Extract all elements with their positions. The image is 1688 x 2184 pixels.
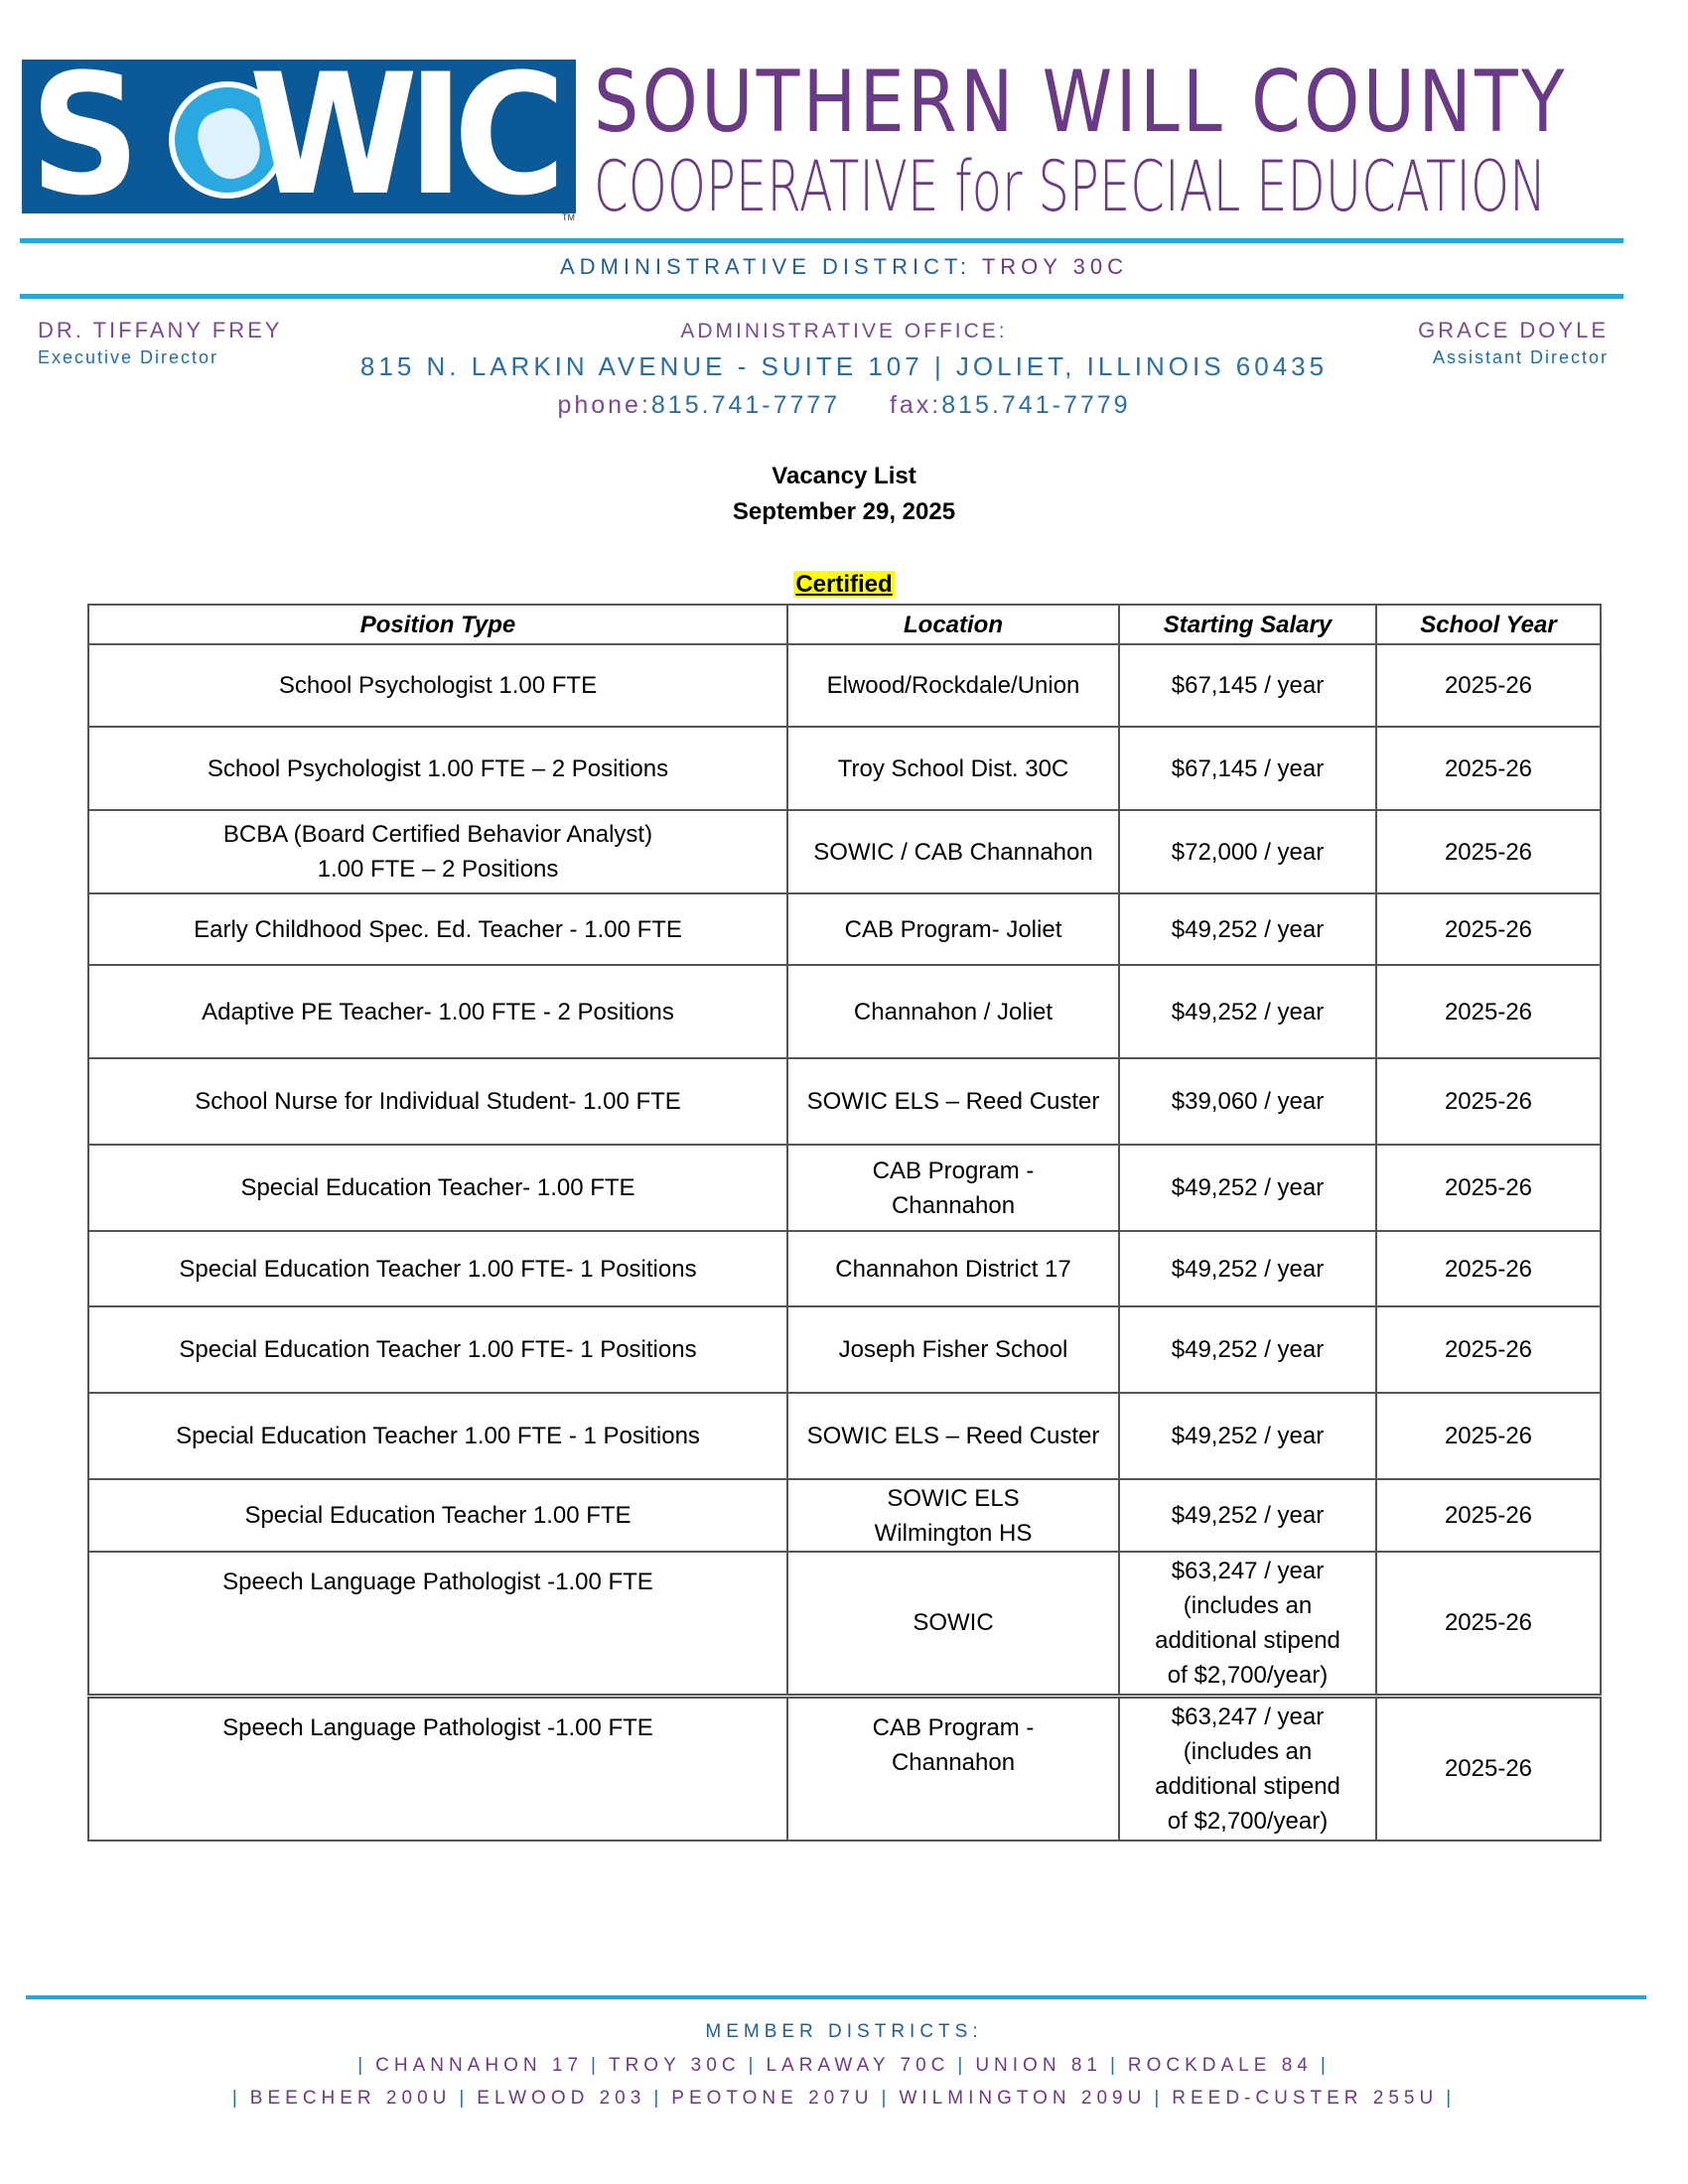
cell-school-year: 2025-26 bbox=[1376, 810, 1601, 893]
cell-school-year: 2025-26 bbox=[1376, 1145, 1601, 1231]
assistant-director-name: GRACE DOYLE bbox=[1418, 318, 1609, 342]
cell-position: Special Education Teacher 1.00 FTE bbox=[88, 1479, 787, 1552]
cell-position: School Psychologist 1.00 FTE – 2 Positions bbox=[88, 727, 787, 810]
phone-number: 815.741-7777 bbox=[650, 391, 841, 419]
cell-position: BCBA (Board Certified Behavior Analyst) 1.00 FTE – 2 Positions bbox=[88, 810, 787, 893]
office-label: ADMINISTRATIVE OFFICE: bbox=[680, 320, 1008, 342]
executive-director-name: DR. TIFFANY FREY bbox=[38, 318, 283, 342]
cell-location: SOWIC ELS – Reed Custer bbox=[787, 1058, 1119, 1145]
cell-location: CAB Program - Channahon bbox=[787, 1145, 1119, 1231]
header-starting-salary: Starting Salary bbox=[1119, 605, 1376, 644]
cell-salary: $63,247 / year (includes an additional stipend of $2,700/year) bbox=[1119, 1696, 1376, 1841]
admin-district-label: ADMINISTRATIVE DISTRICT: bbox=[559, 254, 972, 279]
cell-school-year: 2025-26 bbox=[1376, 644, 1601, 727]
cell-salary: $49,252 / year bbox=[1119, 893, 1376, 965]
cell-salary: $49,252 / year bbox=[1119, 1479, 1376, 1552]
cell-position: Special Education Teacher 1.00 FTE - 1 Positions bbox=[88, 1393, 787, 1479]
cell-position: Adaptive PE Teacher- 1.00 FTE - 2 Positions bbox=[88, 965, 787, 1058]
fax-label: fax: bbox=[889, 391, 942, 419]
table-row bbox=[88, 1306, 1601, 1393]
document-title: Vacancy List bbox=[772, 463, 916, 489]
header-rule-bottom bbox=[20, 294, 1623, 299]
table-row bbox=[88, 1552, 1601, 1696]
table-row bbox=[88, 1393, 1601, 1479]
cell-school-year: 2025-26 bbox=[1376, 893, 1601, 965]
table-row bbox=[88, 1231, 1601, 1306]
cell-location: Channahon / Joliet bbox=[787, 965, 1119, 1058]
office-address: 815 N. LARKIN AVENUE - SUITE 107 | JOLIET, ILLINOIS 60435 bbox=[359, 351, 1329, 381]
cell-salary: $49,252 / year bbox=[1119, 1145, 1376, 1231]
fax-number: 815.741-7779 bbox=[941, 391, 1131, 419]
table-row bbox=[88, 965, 1601, 1058]
vacancy-table bbox=[87, 604, 1602, 1842]
cell-school-year: 2025-26 bbox=[1376, 1231, 1601, 1306]
member-district: ROCKDALE 84 bbox=[1127, 2055, 1313, 2076]
cell-position: Early Childhood Spec. Ed. Teacher - 1.00 FTE bbox=[88, 893, 787, 965]
logo-text: S WIC bbox=[30, 60, 555, 213]
member-district: PEOTONE 207U bbox=[671, 2088, 874, 2109]
separator: | bbox=[231, 2088, 242, 2109]
cell-school-year: 2025-26 bbox=[1376, 1552, 1601, 1696]
cell-location: SOWIC bbox=[787, 1552, 1119, 1696]
table-row bbox=[88, 1479, 1601, 1552]
member-district: WILMINGTON 209U bbox=[899, 2088, 1147, 2109]
cell-location: SOWIC ELS Wilmington HS bbox=[787, 1479, 1119, 1552]
separator: | bbox=[357, 2055, 368, 2076]
section-label: Certified bbox=[795, 571, 893, 598]
member-district: BEECHER 200U bbox=[249, 2088, 452, 2109]
document-date: September 29, 2025 bbox=[732, 498, 956, 525]
separator: | bbox=[957, 2055, 968, 2076]
org-name-line2: COOPERATIVE for SPECIAL EDUCATION bbox=[594, 146, 1547, 227]
table-row bbox=[88, 1145, 1601, 1231]
separator: | bbox=[459, 2088, 470, 2109]
table-row bbox=[88, 1696, 1601, 1841]
member-districts-row-1 bbox=[0, 2055, 1688, 2077]
cell-salary: $72,000 / year bbox=[1119, 810, 1376, 893]
member-district: ELWOOD 203 bbox=[477, 2088, 646, 2109]
sowic-logo bbox=[22, 60, 576, 213]
cell-school-year: 2025-26 bbox=[1376, 1393, 1601, 1479]
separator: | bbox=[748, 2055, 759, 2076]
assistant-director-role: Assistant Director bbox=[1432, 347, 1609, 367]
cell-position: Speech Language Pathologist -1.00 FTE bbox=[88, 1552, 787, 1696]
section-heading bbox=[0, 571, 1688, 599]
cell-salary: $49,252 / year bbox=[1119, 965, 1376, 1058]
cell-school-year: 2025-26 bbox=[1376, 727, 1601, 810]
cell-location: Joseph Fisher School bbox=[787, 1306, 1119, 1393]
member-districts-label: MEMBER DISTRICTS: bbox=[705, 2021, 983, 2042]
separator: | bbox=[1154, 2088, 1165, 2109]
admin-district bbox=[0, 254, 1688, 280]
org-name-line1: SOUTHERN WILL COUNTY bbox=[594, 53, 1568, 152]
member-districts-row-2 bbox=[0, 2088, 1688, 2110]
member-district: LARAWAY 70C bbox=[766, 2055, 950, 2076]
cell-position: Special Education Teacher 1.00 FTE- 1 Positions bbox=[88, 1231, 787, 1306]
cell-position: Speech Language Pathologist -1.00 FTE bbox=[88, 1696, 787, 1841]
trademark: TM bbox=[562, 212, 575, 222]
cell-school-year: 2025-26 bbox=[1376, 1479, 1601, 1552]
contact-numbers bbox=[0, 391, 1688, 420]
cell-salary: $49,252 / year bbox=[1119, 1393, 1376, 1479]
separator: | bbox=[653, 2088, 664, 2109]
separator: | bbox=[881, 2088, 892, 2109]
cell-school-year: 2025-26 bbox=[1376, 1696, 1601, 1841]
separator: | bbox=[1109, 2055, 1120, 2076]
cell-position: School Nurse for Individual Student- 1.00 FTE bbox=[88, 1058, 787, 1145]
cell-salary: $67,145 / year bbox=[1119, 727, 1376, 810]
cell-position: School Psychologist 1.00 FTE bbox=[88, 644, 787, 727]
cell-location: SOWIC / CAB Channahon bbox=[787, 810, 1119, 893]
header-rule-top bbox=[20, 238, 1623, 243]
header-location: Location bbox=[787, 605, 1119, 644]
cell-position: Special Education Teacher 1.00 FTE- 1 Positions bbox=[88, 1306, 787, 1393]
member-district: TROY 30C bbox=[608, 2055, 741, 2076]
phone-label: phone: bbox=[557, 391, 651, 419]
table-row bbox=[88, 644, 1601, 727]
cell-salary: $63,247 / year (includes an additional stipend of $2,700/year) bbox=[1119, 1552, 1376, 1696]
cell-salary: $49,252 / year bbox=[1119, 1231, 1376, 1306]
cell-salary: $39,060 / year bbox=[1119, 1058, 1376, 1145]
table-row bbox=[88, 1058, 1601, 1145]
separator: | bbox=[1320, 2055, 1331, 2076]
header-position-type: Position Type bbox=[88, 605, 787, 644]
cell-school-year: 2025-26 bbox=[1376, 1306, 1601, 1393]
cell-location: Channahon District 17 bbox=[787, 1231, 1119, 1306]
cell-location: Elwood/Rockdale/Union bbox=[787, 644, 1119, 727]
separator: | bbox=[1446, 2088, 1457, 2109]
cell-location: CAB Program - Channahon bbox=[787, 1696, 1119, 1841]
cell-location: Troy School Dist. 30C bbox=[787, 727, 1119, 810]
cell-location: SOWIC ELS – Reed Custer bbox=[787, 1393, 1119, 1479]
cell-position: Special Education Teacher- 1.00 FTE bbox=[88, 1145, 787, 1231]
admin-district-value: TROY 30C bbox=[981, 254, 1129, 279]
member-district: REED-CUSTER 255U bbox=[1172, 2088, 1439, 2109]
executive-director-role: Executive Director bbox=[38, 347, 219, 367]
cell-salary: $49,252 / year bbox=[1119, 1306, 1376, 1393]
cell-salary: $67,145 / year bbox=[1119, 644, 1376, 727]
table-row bbox=[88, 727, 1601, 810]
header-school-year: School Year bbox=[1376, 605, 1601, 644]
cell-school-year: 2025-26 bbox=[1376, 1058, 1601, 1145]
separator: | bbox=[591, 2055, 601, 2076]
cell-school-year: 2025-26 bbox=[1376, 965, 1601, 1058]
table-header-row bbox=[88, 605, 1601, 644]
table-row bbox=[88, 810, 1601, 893]
cell-location: CAB Program- Joliet bbox=[787, 893, 1119, 965]
member-district: CHANNAHON 17 bbox=[375, 2055, 584, 2076]
member-district: UNION 81 bbox=[975, 2055, 1102, 2076]
footer-rule bbox=[26, 1995, 1646, 1999]
table-row bbox=[88, 893, 1601, 965]
